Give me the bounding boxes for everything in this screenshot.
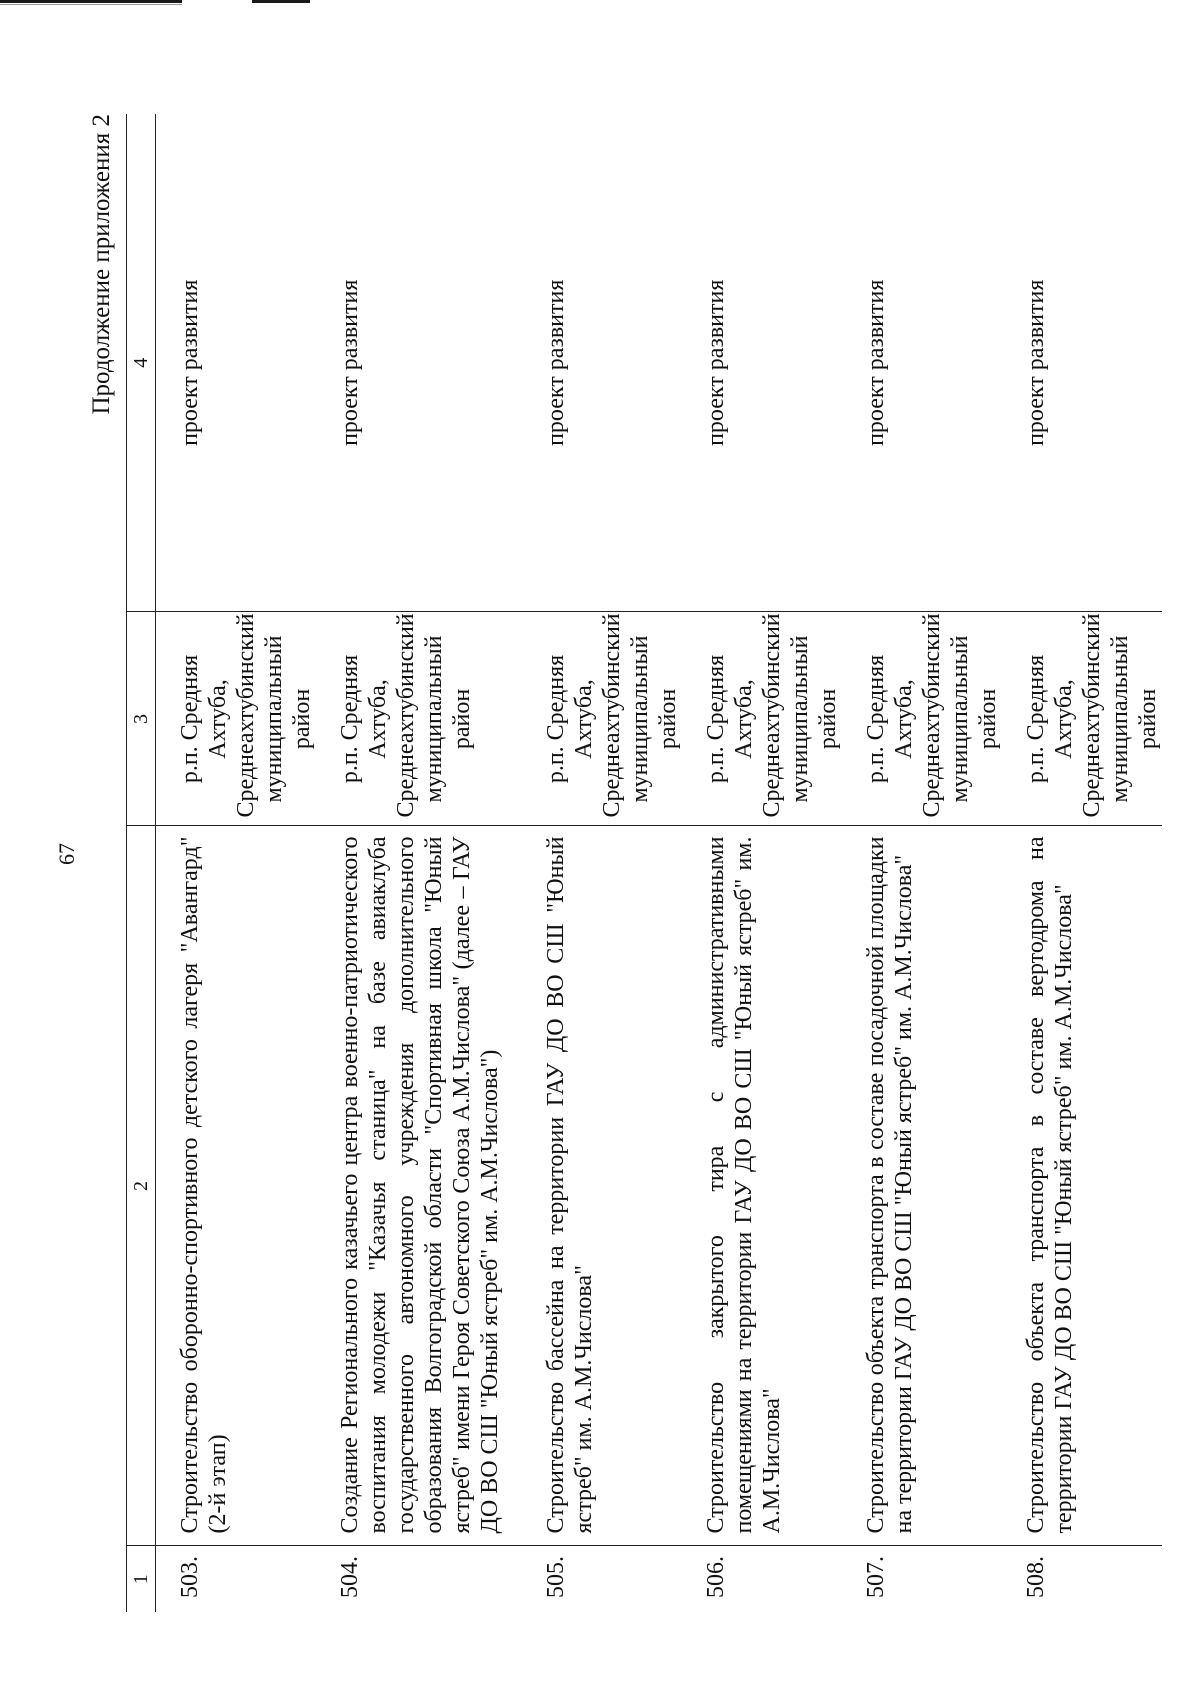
header-col-2: 2 xyxy=(127,826,156,1546)
table-row xyxy=(156,114,317,1612)
object-status: проект развития xyxy=(156,114,317,612)
header-col-4: 4 xyxy=(127,114,156,612)
object-location: р.п. Средняя Ахтуба, Среднеахтубинский муниципальный район xyxy=(682,612,842,826)
table-row xyxy=(1002,114,1162,1612)
object-location: р.п. Средняя Ахтуба, Среднеахтубинский муниципальный район xyxy=(842,612,1002,826)
object-description: Строительство оборонно-спортивного детского лагеря "Авангард" (2-й этап) xyxy=(156,826,317,1546)
table-row xyxy=(682,114,842,1612)
page-number: 67 xyxy=(54,843,79,865)
table-row xyxy=(316,114,522,1612)
object-description: Строительство объекта транспорта в составе посадочной площадки на территории ГАУ ДО ВО СШ "Юный ястреб" им. А.М.Числова" xyxy=(842,826,1002,1546)
table-row xyxy=(842,114,1002,1612)
row-number: 505. xyxy=(543,1556,569,1598)
object-location: р.п. Средняя Ахтуба, Среднеахтубинский муниципальный район xyxy=(522,612,682,826)
object-description: Строительство объекта транспорта в составе вертодрома на территории ГАУ ДО ВО СШ "Юный ястреб" им. А.М.Числова" xyxy=(1002,826,1162,1546)
object-status: проект развития xyxy=(842,114,1002,612)
row-number: 503. xyxy=(177,1556,203,1598)
object-description: Строительство закрытого тира с административными помещениями на территории ГАУ ДО ВО СШ "Юный ястреб" им. А.М.Числова" xyxy=(682,826,842,1546)
table-row xyxy=(522,114,682,1612)
object-status: проект развития xyxy=(522,114,682,612)
object-description: Строительство бассейна на территории ГАУ ДО ВО СШ "Юный ястреб" им. А.М.Числова" xyxy=(522,826,682,1546)
header-col-3: 3 xyxy=(127,612,156,826)
object-description: Создание Регионального казачьего центра военно-патриотического воспитания молодежи "Казачья станица" на базе авиаклуба государственного автономного учреждения дополнительного образования Волгоградской области "Спортивная школа "Юный ястреб" имени Героя Советского Союза А.М.Числова" (далее – ГАУ ДО ВО СШ "Юный ястреб" им. А.М.Числова") xyxy=(316,826,522,1546)
continuation-label: Продолжение приложения 2 xyxy=(88,114,115,415)
row-number: 507. xyxy=(863,1556,889,1598)
row-number: 504. xyxy=(337,1556,363,1598)
row-number: 506. xyxy=(703,1556,729,1598)
objects-table xyxy=(126,114,1162,1612)
object-location: р.п. Средняя Ахтуба, Среднеахтубинский муниципальный район xyxy=(156,612,317,826)
table-header-row xyxy=(127,114,156,1612)
object-location: р.п. Средняя Ахтуба, Среднеахтубинский муниципальный район xyxy=(316,612,522,826)
header-col-1: 1 xyxy=(127,1546,156,1612)
row-number: 508. xyxy=(1023,1556,1049,1598)
object-status: проект развития xyxy=(682,114,842,612)
object-status: проект развития xyxy=(1002,114,1162,612)
object-location: р.п. Средняя Ахтуба, Среднеахтубинский муниципальный район xyxy=(1002,612,1162,826)
object-status: проект развития xyxy=(316,114,522,612)
